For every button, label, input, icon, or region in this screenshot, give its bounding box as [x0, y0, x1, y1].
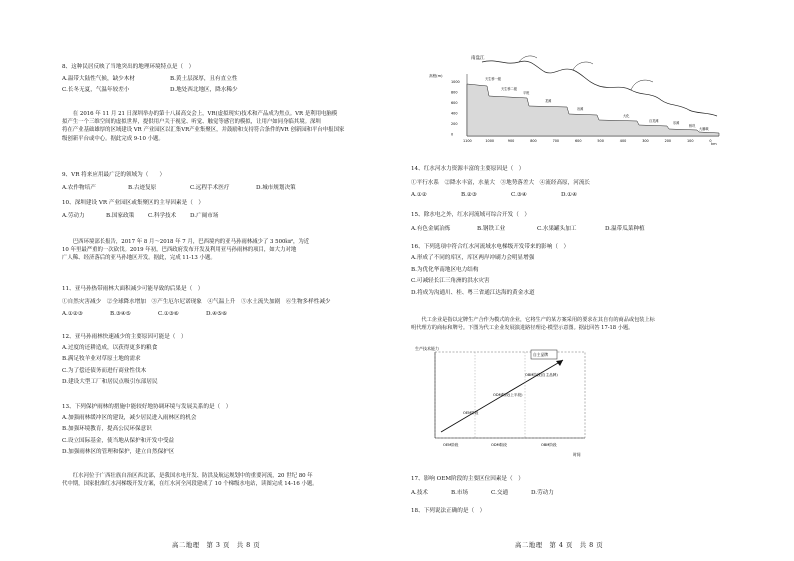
- passage-line: 代工企业是指以定牌生产合作为模式的企业，它将生产的某方案采用的要求在其自有的商品或包装上标: [411, 317, 655, 323]
- question-11: [62, 286, 331, 319]
- question-stem: 18、下列说法正确的是（ ）: [411, 508, 486, 514]
- option-c: C.水果罐头加工: [537, 225, 577, 232]
- option-c: C.为了偿还债务而进行商业性伐木: [62, 367, 147, 374]
- oem-model-diagram: [413, 342, 593, 464]
- option-d: D.将成为沟通川、桂、粤三省通江达海的黄金水道: [411, 289, 535, 296]
- question-items: ①自然灾害减少 ②全球降水增加 ③产生厄尔尼诺现象 ④气温上升 ⑤水土流失加剧 ⑥生物多样性减少: [62, 298, 331, 305]
- question-13: [62, 402, 231, 458]
- option-a: A.形成了不同的库区，库区两岸冲刷力会明显增强: [411, 255, 535, 262]
- question-stem: 12、亚马孙雨林快速减少的主要原因可能是（ ）: [62, 334, 187, 340]
- option-a: A.过度的还耕造成，以获得更多的粮食: [62, 345, 158, 352]
- option-b: B.钢铁工业: [477, 225, 506, 232]
- x-tick-label: 100: [687, 139, 694, 143]
- passage-line: 级创新平台或中心。据此完成 9-10 小题。: [62, 135, 164, 142]
- option-b: B.②③: [461, 192, 477, 199]
- place-label: 大化: [623, 114, 630, 118]
- x-tick-label: 400: [619, 139, 627, 143]
- option-a: A.①②③: [62, 311, 83, 318]
- right-page: [397, 0, 794, 561]
- x-tick-label: 300: [642, 139, 649, 143]
- option-a: A.①②: [411, 192, 427, 199]
- y-tick-label: 1000: [451, 80, 460, 84]
- passage-line: 拟产生一个三维空间的虚拟世界，提供用户关于视觉、听觉、触觉等感官的模拟，让用户如同身临其境。深圳: [62, 119, 321, 126]
- option-d: D.城市规划决策: [256, 184, 296, 191]
- intro-passage-amazon: [62, 238, 362, 263]
- option-d: D.温带瓜菜种植: [605, 225, 645, 232]
- passage-line: 将在产业基础雄厚的区域建设 VR 产业园区以汇集VR产业集聚区，并鼓励和支持符合条件的VR 创新园和平台申报国家: [62, 127, 345, 134]
- brand-box-label: 自主品牌: [533, 352, 549, 357]
- diagram-x-label: 时间: [573, 452, 581, 457]
- x-tick-label: 700: [552, 139, 560, 143]
- y-tick-label: 200: [451, 122, 458, 126]
- y-tick-label: 400: [451, 111, 458, 116]
- x-tick-label: 800: [530, 139, 537, 143]
- diagram-y-label: 生产技术能力: [415, 346, 439, 351]
- tributary-line: [573, 62, 593, 70]
- place-label: 天生桥一级: [485, 77, 501, 81]
- y-axis-unit: 高程(m): [429, 74, 443, 78]
- option-c: C.可减轻长江三角洲的洪水灾害: [411, 278, 490, 285]
- river-profile-map: [427, 50, 727, 154]
- passage-line: 在 2016 年 11 月 21 日深圳举办的第十八届高交会上，VR(虚拟现实)技术和产品成为焦点。VR 是利用电脑模: [62, 111, 338, 117]
- option-b: B.市场: [451, 489, 469, 496]
- question-8: [62, 64, 238, 95]
- y-tick-label: 0: [451, 132, 454, 137]
- option-b: B.黄土层深厚，且有直立性: [170, 75, 238, 82]
- bottom-label-odm: ODM阶段: [491, 443, 507, 447]
- option-d: D.④⑤⑥: [206, 311, 228, 318]
- tributary-line: [631, 80, 653, 90]
- x-tick-label: 600: [575, 139, 582, 143]
- place-label: 乐滩: [673, 121, 680, 125]
- question-14: [411, 166, 590, 200]
- option-d: D.建设大型工厂和居民点吸引东部居民: [62, 378, 158, 385]
- x-tick-label: 0: [709, 139, 712, 143]
- passage-line: 红水河位于广西壮族自治区西北部，是我国水电开发、防洪及航运规划中的重要河流，20 世纪 80 年: [62, 473, 313, 479]
- place-label: 岩滩: [577, 107, 584, 111]
- place-label: 平班: [523, 91, 530, 95]
- option-b: B.为优化华南地区电力结构: [411, 266, 479, 273]
- option-b: B.国家政策: [106, 212, 135, 219]
- x-tick-label: 1100: [463, 139, 472, 143]
- place-label: 桥巩: [689, 124, 696, 128]
- intro-passage-hongshui: [62, 472, 362, 488]
- option-a: A.劳动力: [62, 212, 85, 219]
- question-stem: 17、影响 OEM阶段的主要区位因素是（ ）: [411, 476, 524, 482]
- option-a: A.加强雨林缓冲区的建设，减少居民进入雨林区的机会: [62, 415, 197, 422]
- question-17: [411, 476, 554, 497]
- x-tick-label: 1000: [485, 139, 495, 143]
- stage-oem-label: OEM阶段: [463, 411, 479, 415]
- option-b: B.满足牧羊业对草原土地的需求: [62, 356, 141, 363]
- question-stem: 10、深圳建设 VR 产业园区或集聚区的主导因素是（ ）: [62, 200, 204, 206]
- intro-passage-vr: [62, 110, 362, 143]
- option-c: C.设立国际基金，使当地从保护和开发中受益: [62, 437, 175, 444]
- option-a: A.有色金属冶炼: [411, 225, 451, 232]
- place-label: 大藤峡: [699, 127, 709, 131]
- option-c: C.①③⑥: [158, 311, 179, 318]
- place-label: 百龙滩: [649, 119, 659, 123]
- stage-obm-label: OBM阶段(自主品牌): [525, 373, 558, 377]
- question-stem: 15、除水电之外，红水河流域可综合开发（ ）: [411, 212, 530, 218]
- question-stem: 8、这种民居反映了当地突出的地理环境特点是（ ）: [62, 64, 195, 70]
- bottom-label-obm: OBM阶段: [541, 443, 557, 447]
- question-18: [411, 508, 485, 516]
- intro-passage-oem: [411, 316, 741, 332]
- option-c: C.交通: [491, 489, 509, 496]
- bottom-label-oem: OEM阶段: [443, 443, 459, 447]
- option-c: C.科学技术: [148, 212, 177, 219]
- x-tick-label: 900: [507, 139, 515, 143]
- passage-line: 10 年里最严重的一次砍伐。2019 年初，巴西政府发布开发及利用亚马孙雨林的项目，如大力对地: [62, 247, 297, 254]
- option-a: A.温带大陆性气候，缺少木材: [62, 75, 135, 82]
- y-tick-label: 800: [451, 90, 458, 95]
- option-d: D.加强雨林区的管理和保护，建立自然保护区: [62, 448, 175, 455]
- option-b: B.古迹复原: [128, 184, 157, 191]
- x-tick-label: 200: [664, 139, 672, 143]
- question-10: [62, 200, 218, 220]
- question-12: [62, 332, 187, 388]
- question-stem: 14、红水河水力资源丰富的主要原因是（ ）: [411, 166, 525, 172]
- place-label: 天生桥二级: [501, 87, 517, 91]
- question-stem: 16、下列选项中符合红水河流域水电梯级开发带来的影响（ ）: [411, 244, 570, 250]
- page-footer: 高二地理 第 3 页 共 8 页: [172, 541, 261, 549]
- y-ticks: [451, 80, 460, 137]
- question-stem: 13、下列保护雨林的措施中能较好地协调环境与发展关系的是（ ）: [62, 404, 232, 410]
- option-d: D.①④: [561, 192, 578, 199]
- y-tick-label: 600: [451, 101, 458, 105]
- map-title: 南盘江: [471, 56, 485, 61]
- place-label: 龙滩: [545, 99, 552, 103]
- stage-odm-label: ODM阶段(上半段): [493, 393, 523, 397]
- page-footer: 高二地理 第 4 页 共 8 页: [515, 541, 604, 549]
- question-9: [62, 172, 296, 192]
- x-tick-label: 500: [597, 139, 604, 143]
- option-b: B.加强环境教育，提高公民环保意识: [62, 426, 152, 433]
- question-stem: 9、VR 将来应用最广泛的领域为（ ）: [62, 172, 166, 178]
- option-d: D.地处西北地区，降水稀少: [170, 87, 238, 94]
- question-stem: 11、亚马孙热带雨林大面积减少可能导致的后果是（ ）: [62, 286, 204, 292]
- option-c: C.远程手术医疗: [190, 184, 230, 191]
- river-profile-steps: [467, 84, 719, 136]
- question-15: [411, 212, 645, 233]
- option-a: A.技术: [411, 489, 429, 496]
- option-d: D.广阔市场: [190, 212, 219, 219]
- passage-line: 明代理方的商标和牌号。下图为代工企业发展演进路径理论-模型示意图。据此回答 17-18 小题。: [411, 325, 634, 332]
- x-ticks: [463, 139, 712, 143]
- option-c: C.长冬无夏，气温年较差小: [62, 87, 130, 94]
- option-b: B.③④⑤: [110, 311, 131, 318]
- x-axis-unit: km: [711, 142, 717, 146]
- passage-line: 代中期，国家批准红水河梯级开发方案，在红水河全河段建成了 10 个梯级水电站，读图完成 14-16 小题。: [62, 481, 318, 488]
- passage-line: 广人稀、经济落后的亚马孙地区开发。据此，完成 11-13 小题。: [62, 255, 216, 262]
- option-a: A.农作物培产: [62, 184, 96, 191]
- option-c: C.③④: [511, 192, 527, 199]
- question-16: [411, 242, 569, 299]
- option-d: D.劳动力: [531, 489, 554, 496]
- question-items: ①平行水系 ②降水丰富，水量大 ③地势落差大 ④流经高原，河流长: [411, 179, 591, 186]
- passage-line: 巴西环境部长报告，2017 年 8 月～2018 年 7 月，巴西境内的亚马孙雨林减少了 3 500㎞²，为近: [62, 239, 310, 245]
